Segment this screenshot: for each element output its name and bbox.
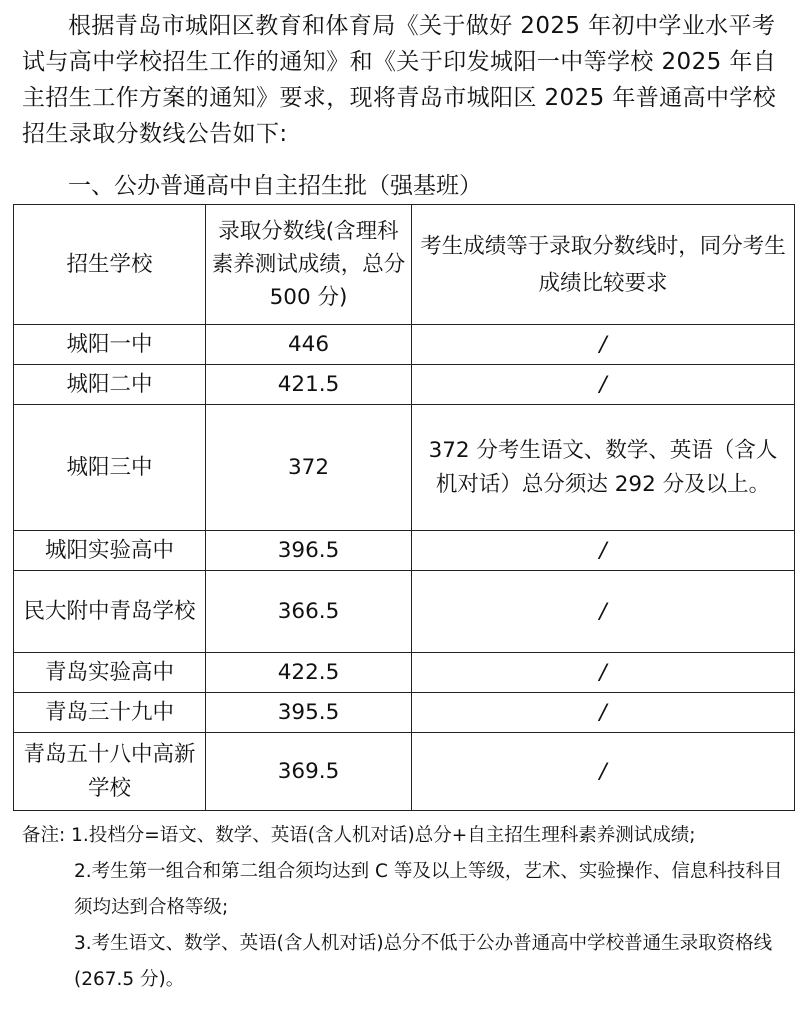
header-school: 招生学校 [14,205,206,325]
school-name: 城阳三中 [14,405,206,531]
table-row [14,571,795,653]
cutoff-score: 396.5 [206,531,412,571]
tie-requirement: / [412,733,795,811]
cutoff-score: 369.5 [206,733,412,811]
school-name: 城阳一中 [14,325,206,365]
cutoff-score: 446 [206,325,412,365]
header-cutoff-score: 录取分数线(含理科素养测试成绩，总分 500 分) [206,205,412,325]
cutoff-score: 366.5 [206,571,412,653]
admission-score-table [13,204,795,811]
tie-requirement: / [412,365,795,405]
school-name: 青岛实验高中 [14,653,206,693]
school-name: 青岛三十九中 [14,693,206,733]
table-row [14,653,795,693]
school-name: 城阳实验高中 [14,531,206,571]
section-title: 一、公办普通高中自主招生批（强基班） [68,173,482,199]
cutoff-score: 422.5 [206,653,412,693]
tie-requirement: / [412,571,795,653]
header-tie-rule: 考生成绩等于录取分数线时，同分考生成绩比较要求 [412,205,795,325]
table-header-row [14,205,795,325]
school-name: 城阳二中 [14,365,206,405]
tie-requirement: / [412,653,795,693]
note-2: 2.考生第一组合和第二组合须均达到 C 等及以上等级，艺术、实验操作、信息科技科目须均达到合格等级; [74,861,783,918]
table-row [14,693,795,733]
cutoff-score: 372 [206,405,412,531]
tie-requirement: / [412,325,795,365]
table-row [14,733,795,811]
cutoff-score: 395.5 [206,693,412,733]
tie-requirement: / [412,693,795,733]
tie-requirement: / [412,531,795,571]
notes-section [22,818,797,998]
school-name: 青岛五十八中高新学校 [14,733,206,811]
table-row [14,405,795,531]
table-row [14,365,795,405]
intro-paragraph: 根据青岛市城阳区教育和体育局《关于做好 2025 年初中学业水平考试与高中学校招生工作的通知》和《关于印发城阳一中等学校 2025 年自主招生工作方案的通知》要求，现将青岛市城阳区 2025 年普通高中学校招生录取分数线公告如下: [22,13,777,147]
tie-requirement: 372 分考生语文、数学、英语（含人机对话）总分须达 292 分及以上。 [412,405,795,531]
note-3: 3.考生语文、数学、英语(含人机对话)总分不低于公办普通高中学校普通生录取资格线(267.5 分)。 [74,933,773,990]
cutoff-score: 421.5 [206,365,412,405]
note-1: 备注: 1.投档分=语文、数学、英语(含人机对话)总分+自主招生理科素养测试成绩; [22,825,696,846]
table-row [14,531,795,571]
table-row [14,325,795,365]
school-name: 民大附中青岛学校 [14,571,206,653]
